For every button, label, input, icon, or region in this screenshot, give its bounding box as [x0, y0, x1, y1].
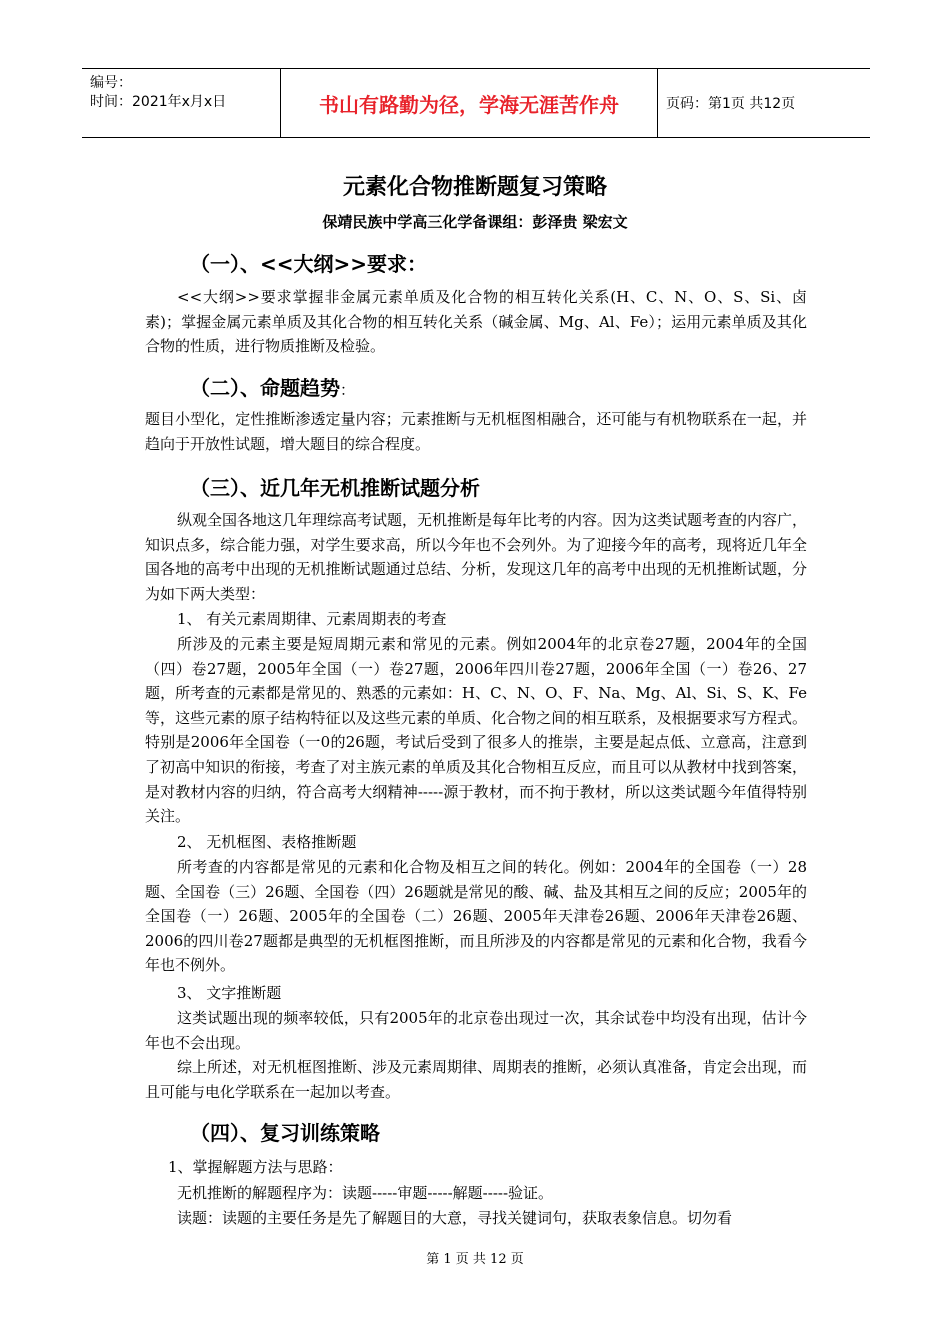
time-label: 时间：2021年x月x日 [90, 94, 227, 110]
section-4-heading: （四）、复习训练策略 [190, 1121, 380, 1145]
section-3-paragraph-5: 综上所述，对无机框图推断、涉及元素周期律、周期表的推断，必须认真准备，肯定会出现，而且可能与电化学联系在一起加以考查。 [145, 1058, 808, 1101]
list-item-1: 1、 有关元素周期律、元素周期表的考查 [177, 610, 447, 628]
solution-procedure-line: 无机推断的解题程序为：读题-----审题-----解题-----验证。 [177, 1184, 554, 1202]
list-item-3: 3、 文字推断题 [177, 984, 282, 1002]
section-2-heading-suffix: ： [340, 381, 356, 399]
page-footer: 第 1 页 共 12 页 [426, 1252, 524, 1267]
header-motto: 书山有路勤为径，学海无涯苦作舟 [281, 69, 658, 137]
section-3-paragraph: 纵观全国各地这几年理综高考试题，无机推断是每年比考的内容。因为这类试题考查的内容广，知识点多，综合能力强，对学生要求高，所以今年也不会列外。为了迎接今年的高考，现将近几年全国各地的高考中出现的无机推断试题通过总结、分析，发现这几年的高考中出现的无机推断试题，分为如下两大类型： [145, 511, 808, 603]
section-3-paragraph-2: 所涉及的元素主要是短周期元素和常见的元素。例如2004年的北京卷27题，2004年的全国（四）卷27题，2005年全国（一）卷27题，2006年四川卷27题，2006年全国（一）卷26、27题，所考查的元素都是常见的、熟悉的元素如：H、C、N、O、F、Na、Mg、Al、Si、S、K、Fe等，这些元素的原子结构特征以及这些元素的单质、化合物之间的相互联系，及根据要求写方程式。特别是2006年全国卷（一0的26题，考试后受到了很多人的推崇，主要是起点低、立意高，注意到了初高中知识的衔接，考查了对主族元素的单质及其化合物相互反应，而且可以从教材中找到答案，是对教材内容的归纳，符合高考大纲精神-----源于教材，而不拘于教材，所以这类试题今年值得特别关注。 [145, 635, 807, 826]
list-item-4: 1、掌握解题方法与思路： [168, 1158, 343, 1176]
section-3-paragraph-3: 所考查的内容都是常见的元素和化合物及相互之间的转化。例如：2004年的全国卷（一）28题、全国卷（三）26题、全国卷（四）26题就是常见的酸、碱、盐及其相互之间的反应；2005年的全国卷（一）26题、2005年的全国卷（二）26题、2005年天津卷26题、2006年天津卷26题、2006的四川卷27题都是典型的无机框图推断，而且所涉及的内容都是常见的元素和化合物，我看今年也不例外。 [145, 858, 807, 975]
section-3-heading: （三）、近几年无机推断试题分析 [190, 476, 480, 500]
page-header [82, 68, 870, 138]
section-2-paragraph: 题目小型化，定性推断渗透定量内容；元素推断与无机框图相融合，还可能与有机物联系在一起，并趋向于开放性试题，增大题目的综合程度。 [145, 410, 807, 453]
header-meta [82, 69, 281, 137]
section-3-paragraph-4: 这类试题出现的频率较低，只有2005年的北京卷出现过一次，其余试卷中均没有出现，估计今年也不会出现。 [145, 1009, 807, 1052]
section-2-heading-text: （二）、命题趋势 [190, 376, 340, 400]
reading-step-line: 读题：读题的主要任务是先了解题目的大意，寻找关键词句，获取表象信息。切勿看 [177, 1209, 733, 1227]
list-item-2: 2、 无机框图、表格推断题 [177, 833, 357, 851]
section-1-paragraph: <<大纲>>要求掌握非金属元素单质及化合物的相互转化关系(H、C、N、O、S、Si、卤素)；掌握金属元素单质及其化合物的相互转化关系（碱金属、Mg、Al、Fe）；运用元素单质及其化合物的性质，进行物质推断及检验。 [145, 288, 807, 356]
document-title: 元素化合物推断题复习策略 [342, 175, 607, 200]
code-label: 编号： [90, 75, 132, 91]
header-page-info: 页码：第1页 共12页 [666, 96, 796, 112]
section-2-heading [190, 372, 355, 401]
section-1-heading: （一）、<<大纲>>要求： [190, 252, 428, 276]
document-subtitle: 保靖民族中学高三化学备课组：彭泽贵 梁宏文 [322, 213, 628, 231]
